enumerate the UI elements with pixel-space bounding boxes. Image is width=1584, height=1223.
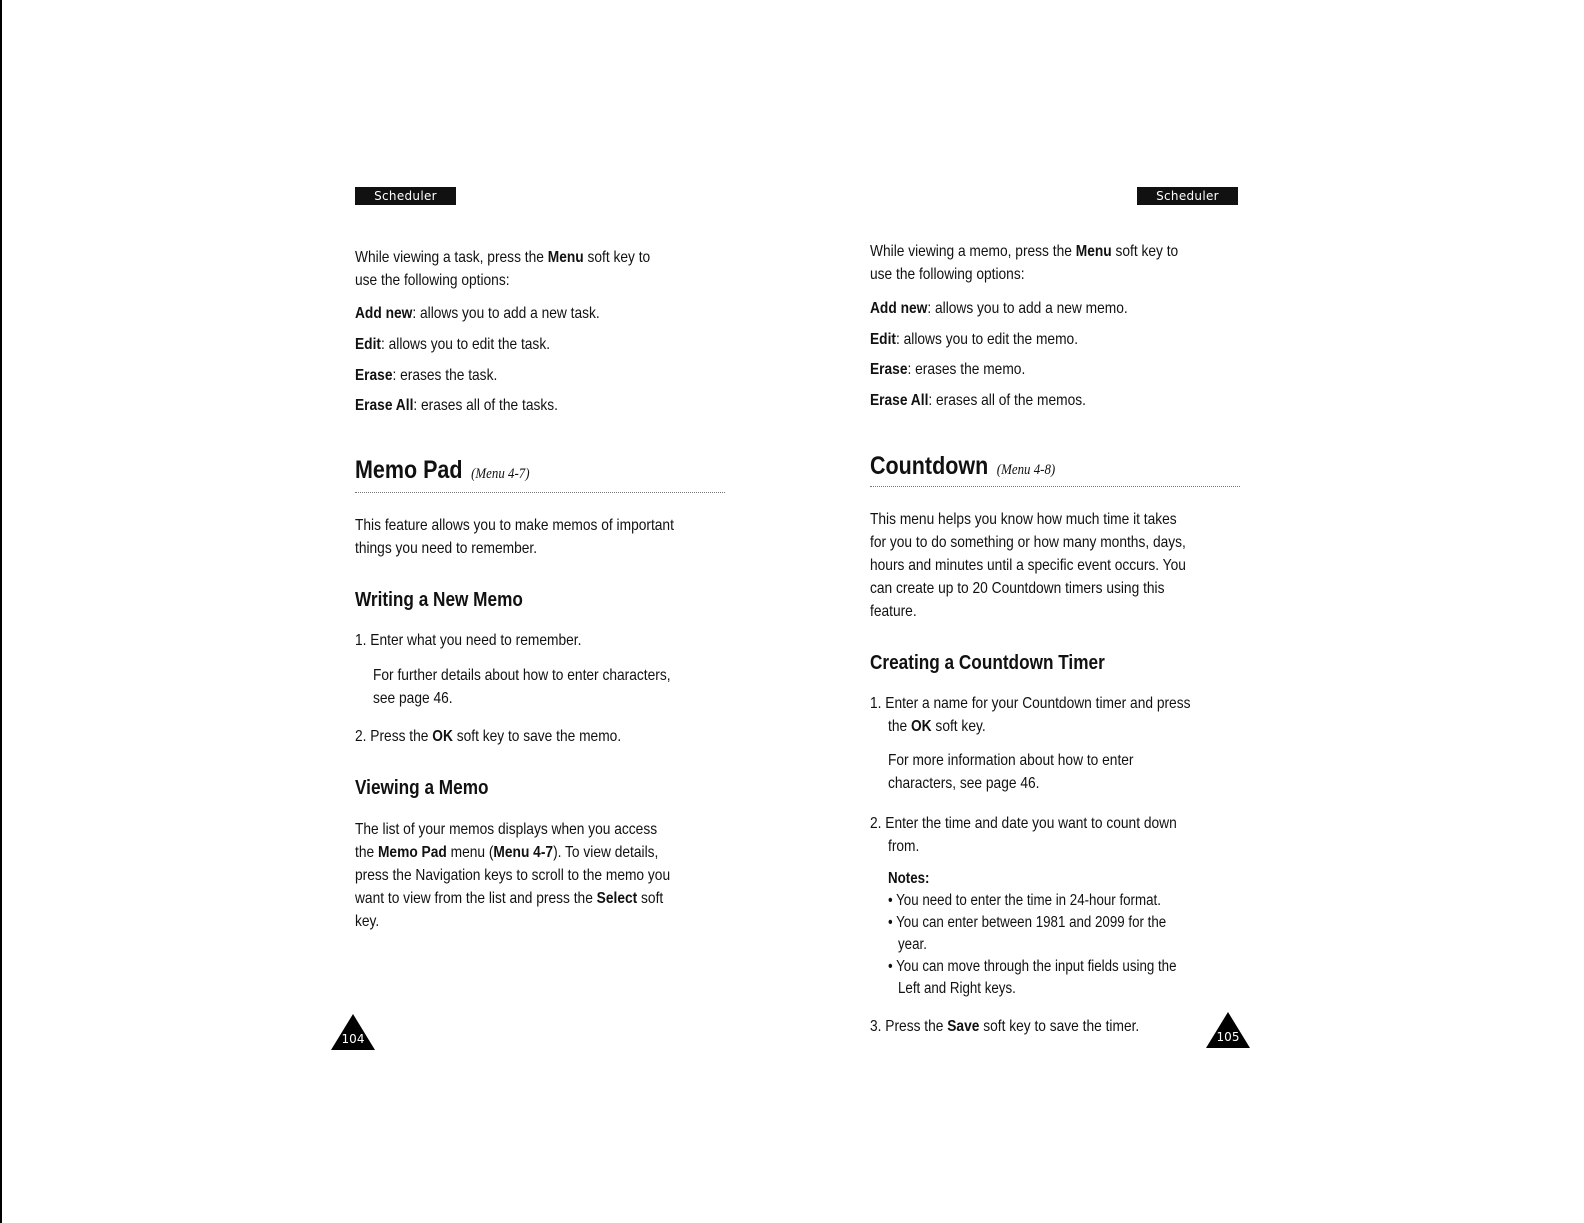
writing-step-1: 1. Enter what you need to remember. <box>355 632 582 649</box>
memo-pad-desc-2: things you need to remember. <box>355 540 538 557</box>
heading-rule <box>870 486 1240 487</box>
creating-step-2-line-1: 2. Enter the time and date you want to count down <box>870 815 1177 832</box>
viewing-line-3: press the Navigation keys to scroll to the memo you <box>355 867 671 884</box>
page-number: 105 <box>1216 1030 1240 1044</box>
option-add-new: Add new: allows you to add a new task. <box>355 305 600 322</box>
creating-step-2-line-2: from. <box>888 838 920 855</box>
page-number-triangle <box>1205 1010 1251 1050</box>
option-erase: Erase: erases the memo. <box>870 361 1026 378</box>
viewing-line-4: want to view from the list and press the Select soft <box>355 890 664 907</box>
note-2-line-2: year. <box>898 936 927 953</box>
heading-rule <box>355 492 725 493</box>
left-page <box>341 0 735 1223</box>
countdown-desc-5: feature. <box>870 603 917 620</box>
creating-step-1-detail-2: characters, see page 46. <box>888 775 1040 792</box>
writing-memo-heading: Writing a New Memo <box>355 589 523 611</box>
note-2-line-1: • You can enter between 1981 and 2099 for the <box>888 914 1167 931</box>
memo-intro-line-2: use the following options: <box>870 266 1025 283</box>
countdown-desc-2: for you to do something or how many months, days, <box>870 534 1186 551</box>
left-margin-rule <box>0 0 2 1223</box>
option-erase-all: Erase All: erases all of the tasks. <box>355 397 558 414</box>
creating-step-3: 3. Press the Save soft key to save the timer. <box>870 1018 1140 1035</box>
right-page <box>870 0 1250 1223</box>
option-erase: Erase: erases the task. <box>355 367 498 384</box>
viewing-line-2: the Memo Pad menu (Menu 4-7). To view details, <box>355 844 659 861</box>
viewing-line-1: The list of your memos displays when you access <box>355 821 658 838</box>
task-intro-line-2: use the following options: <box>355 272 510 289</box>
option-erase-all: Erase All: erases all of the memos. <box>870 392 1086 409</box>
option-add-new: Add new: allows you to add a new memo. <box>870 300 1128 317</box>
page-number-triangle <box>330 1012 376 1052</box>
viewing-line-5: key. <box>355 913 380 930</box>
memo-intro-line-1: While viewing a memo, press the Menu soft key to <box>870 243 1179 260</box>
memo-pad-heading: Memo Pad (Menu 4-7) <box>355 456 530 484</box>
creating-step-1-line-1: 1. Enter a name for your Countdown timer and press <box>870 695 1191 712</box>
writing-step-1-detail-1: For further details about how to enter characters, <box>373 667 671 684</box>
countdown-desc-4: can create up to 20 Countdown timers using this <box>870 580 1165 597</box>
page-number: 104 <box>341 1032 365 1046</box>
section-tab: Scheduler <box>355 187 456 205</box>
writing-step-1-detail-2: see page 46. <box>373 690 453 707</box>
note-3-line-1: • You can move through the input fields using the <box>888 958 1177 975</box>
countdown-desc-1: This menu helps you know how much time it takes <box>870 511 1177 528</box>
note-3-line-2: Left and Right keys. <box>898 980 1016 997</box>
note-1: • You need to enter the time in 24-hour format. <box>888 892 1161 909</box>
countdown-desc-3: hours and minutes until a specific event occurs. You <box>870 557 1186 574</box>
creating-step-1-detail-1: For more information about how to enter <box>888 752 1134 769</box>
countdown-heading: Countdown (Menu 4-8) <box>870 452 1056 480</box>
viewing-memo-heading: Viewing a Memo <box>355 777 489 799</box>
writing-step-2: 2. Press the OK soft key to save the memo. <box>355 728 622 745</box>
option-edit: Edit: allows you to edit the memo. <box>870 331 1079 348</box>
creating-step-1-line-2: the OK soft key. <box>888 718 986 735</box>
option-edit: Edit: allows you to edit the task. <box>355 336 551 353</box>
task-intro-line-1: While viewing a task, press the Menu soft key to <box>355 249 651 266</box>
creating-timer-heading: Creating a Countdown Timer <box>870 652 1105 674</box>
section-tab: Scheduler <box>1137 187 1238 205</box>
notes-label: Notes: <box>888 870 930 887</box>
memo-pad-desc-1: This feature allows you to make memos of important <box>355 517 674 534</box>
